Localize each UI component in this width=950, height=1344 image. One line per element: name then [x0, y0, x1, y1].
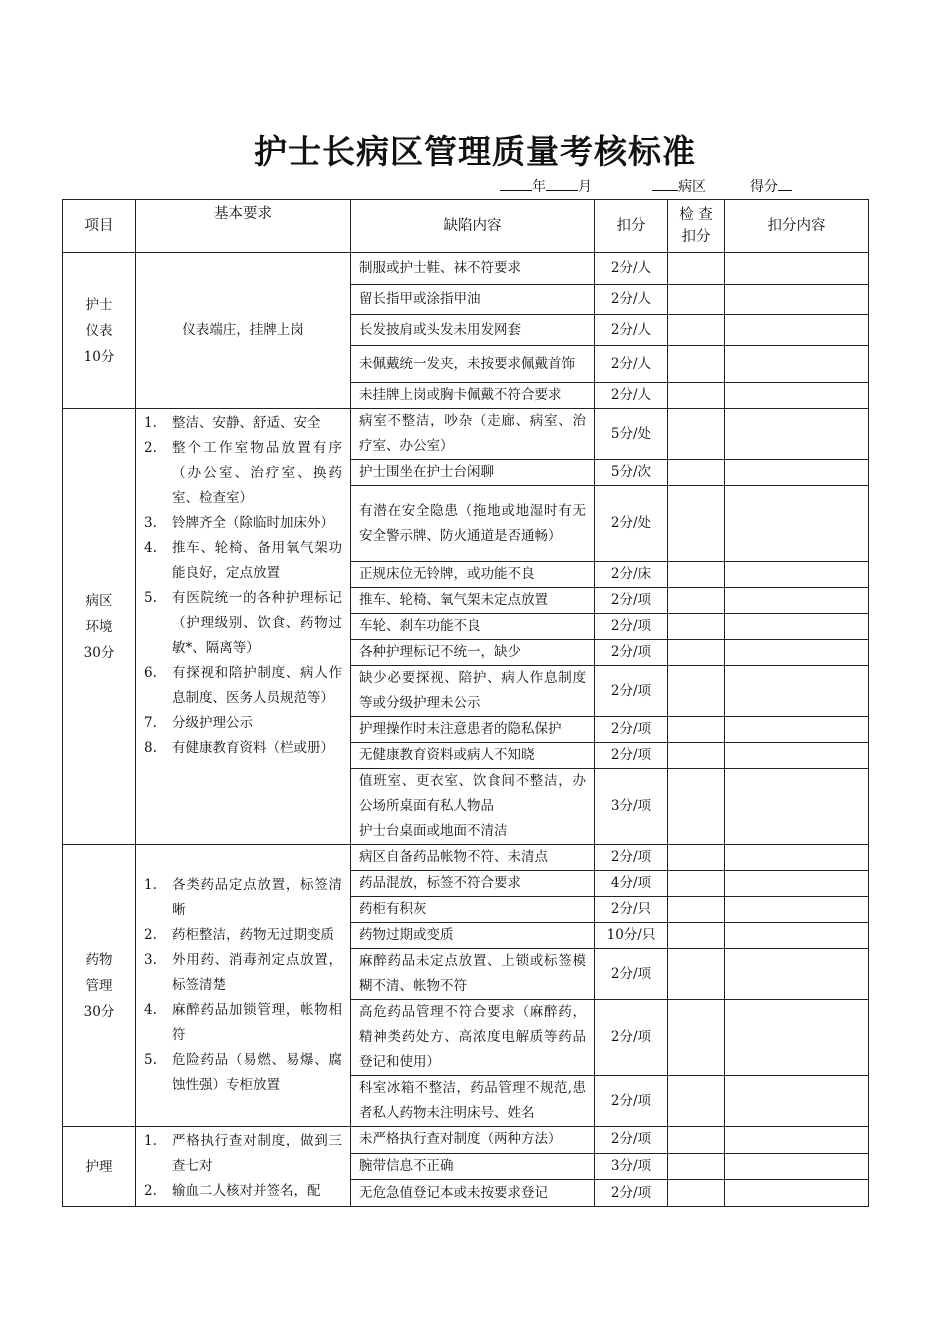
deduction-rule-cell: 2分/人: [595, 253, 668, 285]
deduction-rule-cell: 2分/项: [595, 949, 668, 1000]
list-item: [144, 873, 342, 923]
month-label: 月: [578, 179, 592, 195]
category-label: 病区: [85, 592, 113, 609]
requirement-text: 有探视和陪护制度、病人作息制度、医务人员规范等）: [172, 665, 342, 706]
requirements-list: [144, 873, 342, 1098]
deduction-content-input-cell[interactable]: [725, 1180, 869, 1207]
requirement-text: 有健康教育资料（栏或册）: [172, 740, 334, 756]
deduction-rule-cell: 5分/次: [595, 460, 668, 486]
requirement-text: 仪表端庄，挂牌上岗: [182, 322, 304, 338]
deduction-rule-cell: 2分/项: [595, 743, 668, 769]
defect-cell: 护士围坐在护士台闲聊: [351, 460, 595, 486]
requirement-number: 2.: [144, 1183, 157, 1199]
category-cell: [63, 409, 136, 845]
category-label: 10分: [83, 348, 115, 365]
requirement-text: 铃牌齐全（除临时加床外）: [172, 515, 334, 531]
header-deduction-content: 扣分内容: [725, 200, 869, 253]
check-deduction-input-cell[interactable]: [668, 253, 725, 285]
table-row: [63, 1127, 869, 1154]
deduction-rule-cell: 2分/人: [595, 315, 668, 346]
check-deduction-input-cell[interactable]: [668, 315, 725, 346]
defect-cell: 长发披肩或头发未用发网套: [351, 315, 595, 346]
header-deduction: 扣分: [595, 200, 668, 253]
category-label: 仪表: [85, 322, 113, 339]
defect-cell: 未佩戴统一发夹，未按要求佩戴首饰: [351, 346, 595, 383]
check-deduction-input-cell[interactable]: [668, 640, 725, 666]
check-deduction-input-cell[interactable]: [668, 1000, 725, 1076]
requirement-number: 1.: [144, 415, 157, 431]
deduction-content-input-cell[interactable]: [725, 346, 869, 383]
check-deduction-input-cell[interactable]: [668, 562, 725, 588]
table-row: [63, 845, 869, 871]
requirement-number: 5.: [144, 1052, 157, 1068]
check-deduction-input-cell[interactable]: [668, 285, 725, 315]
check-deduction-input-cell[interactable]: [668, 409, 725, 460]
requirement-number: 1.: [144, 1133, 157, 1149]
requirement-number: 1.: [144, 877, 157, 893]
defect-cell: 病室不整洁，吵杂（走廊、病室、治疗室、办公室）: [351, 409, 595, 460]
deduction-rule-cell: 2分/项: [595, 845, 668, 871]
deduction-content-input-cell[interactable]: [725, 640, 869, 666]
deduction-rule-cell: 2分/人: [595, 383, 668, 409]
header-item: 项目: [63, 200, 136, 253]
category-label: 环境: [85, 618, 113, 635]
check-deduction-input-cell[interactable]: [668, 845, 725, 871]
check-deduction-input-cell[interactable]: [668, 949, 725, 1000]
requirements-list: [144, 411, 342, 761]
list-item: [144, 536, 342, 586]
deduction-content-input-cell[interactable]: [725, 486, 869, 562]
list-item: [144, 411, 342, 436]
requirement-text: 推车、轮椅、备用氧气架功能良好，定点放置: [172, 540, 342, 581]
requirement-number: 2.: [144, 927, 157, 943]
deduction-content-input-cell[interactable]: [725, 588, 869, 614]
requirement-text: 药柜整洁，药物无过期变质: [172, 927, 334, 943]
header-defect: 缺陷内容: [351, 200, 595, 253]
ward-blank[interactable]: [652, 176, 678, 191]
deduction-content-input-cell[interactable]: [725, 1127, 869, 1154]
defect-cell: 缺少必要探视、陪护、病人作息制度等或分级护理未公示: [351, 666, 595, 717]
header-basic-requirements: 基本要求: [136, 200, 351, 253]
score-label: 得分: [750, 179, 778, 195]
requirement-number: 4.: [144, 1002, 157, 1018]
requirements-cell: [136, 253, 351, 409]
check-deduction-input-cell[interactable]: [668, 614, 725, 640]
deduction-rule-cell: 3分/项: [595, 769, 668, 845]
check-deduction-input-cell[interactable]: [668, 1076, 725, 1127]
requirement-number: 8.: [144, 740, 157, 756]
deduction-rule-cell: 2分/床: [595, 562, 668, 588]
category-label: 药物: [85, 951, 113, 968]
category-cell: [63, 1127, 136, 1207]
defect-cell: 护理操作时未注意患者的隐私保护: [351, 717, 595, 743]
defect-cell: 麻醉药品未定点放置、上锁或标签模糊不清、帐物不符: [351, 949, 595, 1000]
year-label: 年: [532, 179, 546, 195]
header-check-line2: 扣分: [681, 229, 711, 245]
defect-cell: 推车、轮椅、氧气架未定点放置: [351, 588, 595, 614]
check-deduction-input-cell[interactable]: [668, 1153, 725, 1180]
list-item: [144, 661, 342, 711]
deduction-rule-cell: 2分/人: [595, 346, 668, 383]
requirement-number: 4.: [144, 540, 157, 556]
list-item: [144, 998, 342, 1048]
deduction-rule-cell: 4分/项: [595, 871, 668, 897]
list-item: [144, 1179, 342, 1204]
list-item: [144, 736, 342, 761]
deduction-rule-cell: 2分/项: [595, 614, 668, 640]
check-deduction-input-cell[interactable]: [668, 486, 725, 562]
deduction-content-input-cell[interactable]: [725, 717, 869, 743]
requirements-cell: [136, 409, 351, 845]
header-check-deduction: [668, 200, 725, 253]
requirements-cell: [136, 845, 351, 1127]
deduction-content-input-cell[interactable]: [725, 1076, 869, 1127]
requirement-text: 整个工作室物品放置有序（办公室、治疗室、换药室、检查室）: [172, 440, 342, 506]
requirement-text: 分级护理公示: [172, 715, 253, 731]
requirements-list: [144, 1129, 342, 1204]
deduction-rule-cell: 2分/项: [595, 588, 668, 614]
defect-cell: 制服或护士鞋、袜不符要求: [351, 253, 595, 285]
defect-cell: [351, 769, 595, 845]
check-deduction-input-cell[interactable]: [668, 1127, 725, 1154]
check-deduction-input-cell[interactable]: [668, 460, 725, 486]
deduction-rule-cell: 2分/项: [595, 1127, 668, 1154]
requirement-text: 外用药、消毒剂定点放置，标签清楚: [172, 952, 342, 993]
deduction-content-input-cell[interactable]: [725, 253, 869, 285]
deduction-content-input-cell[interactable]: [725, 1153, 869, 1180]
deduction-content-input-cell[interactable]: [725, 1000, 869, 1076]
defect-cell: 未严格执行查对制度（两种方法）: [351, 1127, 595, 1154]
deduction-content-input-cell[interactable]: [725, 923, 869, 949]
deduction-rule-cell: 2分/项: [595, 1000, 668, 1076]
deduction-content-input-cell[interactable]: [725, 743, 869, 769]
deduction-rule-cell: 2分/处: [595, 486, 668, 562]
deduction-rule-cell: 2分/项: [595, 1076, 668, 1127]
defect-cell: 科室冰箱不整洁，药品管理不规范,患者私人药物未注明床号、姓名: [351, 1076, 595, 1127]
deduction-content-input-cell[interactable]: [725, 315, 869, 346]
deduction-content-input-cell[interactable]: [725, 666, 869, 717]
list-item: [144, 923, 342, 948]
deduction-rule-cell: 5分/处: [595, 409, 668, 460]
check-deduction-input-cell[interactable]: [668, 1180, 725, 1207]
defect-cell: 腕带信息不正确: [351, 1153, 595, 1180]
deduction-rule-cell: 2分/项: [595, 640, 668, 666]
header-check-line1: 检 查: [679, 207, 713, 223]
check-deduction-input-cell[interactable]: [668, 871, 725, 897]
check-deduction-input-cell[interactable]: [668, 383, 725, 409]
defect-text: 值班室、更衣室、饮食间不整洁，办公场所桌面有私人物品: [359, 773, 586, 814]
check-deduction-input-cell[interactable]: [668, 717, 725, 743]
list-item: [144, 711, 342, 736]
deduction-content-input-cell[interactable]: [725, 614, 869, 640]
requirements-cell: [136, 1127, 351, 1207]
deduction-rule-cell: 2分/人: [595, 285, 668, 315]
defect-cell: 药柜有积灰: [351, 897, 595, 923]
list-item: [144, 511, 342, 536]
category-label: 30分: [83, 644, 115, 661]
deduction-rule-cell: 2分/项: [595, 666, 668, 717]
requirement-number: 3.: [144, 515, 157, 531]
category-label: 护士: [85, 296, 113, 313]
requirement-number: 2.: [144, 440, 157, 456]
table-row: [63, 253, 869, 285]
defect-cell: 正规床位无铃牌，或功能不良: [351, 562, 595, 588]
deduction-rule-cell: 3分/项: [595, 1153, 668, 1180]
check-deduction-input-cell[interactable]: [668, 743, 725, 769]
table-header-row: [63, 200, 869, 253]
deduction-content-input-cell[interactable]: [725, 460, 869, 486]
requirement-text: 整洁、安静、舒适、安全: [172, 415, 321, 431]
deduction-content-input-cell[interactable]: [725, 383, 869, 409]
score-blank[interactable]: [778, 176, 792, 191]
deduction-content-input-cell[interactable]: [725, 409, 869, 460]
defect-cell: 无健康教育资料或病人不知晓: [351, 743, 595, 769]
deduction-rule-cell: 10分/只: [595, 923, 668, 949]
defect-cell: 留长指甲或涂指甲油: [351, 285, 595, 315]
defect-cell: 有潜在安全隐患（拖地或地湿时有无安全警示牌、防火通道是否通畅）: [351, 486, 595, 562]
requirement-text: 各类药品定点放置，标签清晰: [172, 877, 342, 918]
deduction-content-input-cell[interactable]: [725, 769, 869, 845]
defect-cell: 各种护理标记不统一，缺少: [351, 640, 595, 666]
list-item: [144, 436, 342, 511]
defect-cell: 无危急值登记本或未按要求登记: [351, 1180, 595, 1207]
list-item: [144, 1129, 342, 1179]
form-meta-line: [500, 176, 792, 196]
requirement-number: 6.: [144, 665, 157, 681]
check-deduction-input-cell[interactable]: [668, 923, 725, 949]
category-cell: [63, 845, 136, 1127]
table-row: [63, 409, 869, 460]
page-title: 护士长病区管理质量考核标准: [254, 132, 696, 171]
deduction-content-input-cell[interactable]: [725, 562, 869, 588]
deduction-content-input-cell[interactable]: [725, 897, 869, 923]
defect-cell: 药物过期或变质: [351, 923, 595, 949]
defect-cell: 药品混放，标签不符合要求: [351, 871, 595, 897]
deduction-rule-cell: 2分/项: [595, 1180, 668, 1207]
requirement-text: 危险药品（易燃、易爆、腐蚀性强）专柜放置: [172, 1052, 342, 1093]
deduction-rule-cell: 2分/项: [595, 717, 668, 743]
check-deduction-input-cell[interactable]: [668, 346, 725, 383]
requirement-text: 严格执行查对制度，做到三查七对: [172, 1133, 342, 1174]
category-label: 管理: [85, 977, 113, 994]
assessment-table: [62, 199, 869, 1207]
check-deduction-input-cell[interactable]: [668, 769, 725, 845]
deduction-rule-cell: 2分/只: [595, 897, 668, 923]
check-deduction-input-cell[interactable]: [668, 666, 725, 717]
check-deduction-input-cell[interactable]: [668, 588, 725, 614]
deduction-content-input-cell[interactable]: [725, 949, 869, 1000]
ward-label: 病区: [678, 179, 706, 195]
defect-cell: 未挂牌上岗或胸卡佩戴不符合要求: [351, 383, 595, 409]
month-blank[interactable]: [546, 176, 578, 191]
deduction-content-input-cell[interactable]: [725, 845, 869, 871]
list-item: [144, 1048, 342, 1098]
category-label: 护理: [85, 1158, 113, 1175]
defect-text: 护士台桌面或地面不清洁: [359, 823, 508, 839]
requirement-number: 7.: [144, 715, 157, 731]
year-blank[interactable]: [500, 176, 532, 191]
check-deduction-input-cell[interactable]: [668, 897, 725, 923]
defect-cell: 车轮、刹车功能不良: [351, 614, 595, 640]
requirement-number: 5.: [144, 590, 157, 606]
requirement-number: 3.: [144, 952, 157, 968]
deduction-content-input-cell[interactable]: [725, 871, 869, 897]
defect-cell: 病区自备药品帐物不符、未清点: [351, 845, 595, 871]
category-cell: [63, 253, 136, 409]
category-label: 30分: [83, 1003, 115, 1020]
defect-cell: 高危药品管理不符合要求（麻醉药，精神类药处方、高浓度电解质等药品登记和使用）: [351, 1000, 595, 1076]
requirement-text: 输血二人核对并签名，配: [172, 1183, 321, 1199]
deduction-content-input-cell[interactable]: [725, 285, 869, 315]
list-item: [144, 948, 342, 998]
requirement-text: 麻醉药品加锁管理，帐物相符: [172, 1002, 342, 1043]
list-item: [144, 586, 342, 661]
requirement-text: 有医院统一的各种护理标记（护理级别、饮食、药物过敏*、隔离等）: [172, 590, 342, 656]
